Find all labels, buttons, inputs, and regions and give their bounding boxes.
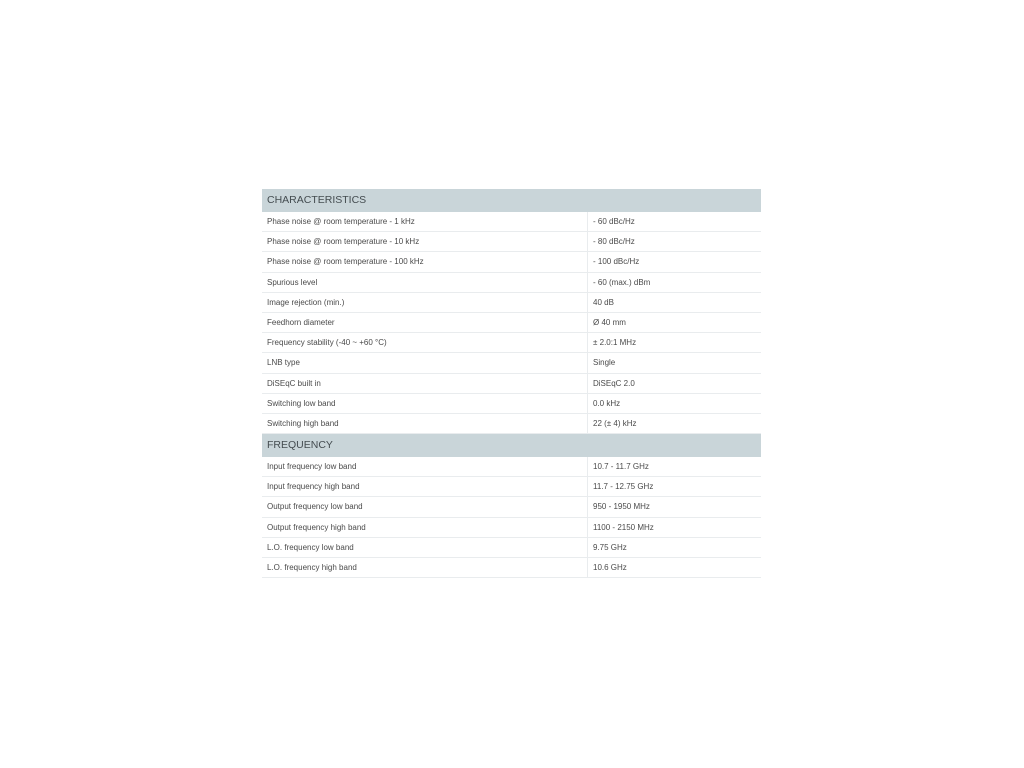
row-label: DiSEqC built in bbox=[262, 374, 588, 393]
row-label: Image rejection (min.) bbox=[262, 293, 588, 312]
row-value: - 100 dBc/Hz bbox=[593, 257, 640, 267]
table-row bbox=[262, 518, 761, 538]
table-row bbox=[262, 497, 761, 517]
row-label: Frequency stability (-40 ~ +60 °C) bbox=[262, 333, 588, 352]
row-value: 22 (± 4) kHz bbox=[593, 418, 637, 428]
spec-table bbox=[262, 189, 761, 578]
row-value: 11.7 - 12.75 GHz bbox=[593, 482, 654, 492]
row-label: Output frequency low band bbox=[262, 497, 588, 516]
section-header-characteristics: CHARACTERISTICS bbox=[262, 189, 761, 212]
row-label: L.O. frequency low band bbox=[262, 538, 588, 557]
row-label: Feedhorn diameter bbox=[262, 313, 588, 332]
table-row bbox=[262, 252, 761, 272]
table-row bbox=[262, 538, 761, 558]
table-row bbox=[262, 394, 761, 414]
table-row bbox=[262, 477, 761, 497]
row-value: - 80 dBc/Hz bbox=[593, 237, 635, 247]
row-value: - 60 dBc/Hz bbox=[593, 217, 635, 226]
table-row bbox=[262, 558, 761, 578]
row-value: 10.6 GHz bbox=[593, 563, 627, 572]
row-label: Spurious level bbox=[262, 273, 588, 292]
table-row bbox=[262, 333, 761, 353]
row-value: 950 - 1950 MHz bbox=[593, 502, 650, 512]
table-row bbox=[262, 353, 761, 373]
row-value: Ø 40 mm bbox=[593, 317, 626, 327]
row-value: 40 dB bbox=[593, 297, 614, 307]
table-row bbox=[262, 414, 761, 434]
table-row bbox=[262, 232, 761, 252]
row-label: Output frequency high band bbox=[262, 518, 588, 537]
table-row bbox=[262, 457, 761, 477]
row-label: Switching low band bbox=[262, 394, 588, 413]
table-row bbox=[262, 374, 761, 394]
row-label: LNB type bbox=[262, 353, 588, 372]
row-value: DiSEqC 2.0 bbox=[593, 378, 635, 388]
table-row bbox=[262, 212, 761, 232]
row-label: L.O. frequency high band bbox=[262, 558, 588, 577]
table-row bbox=[262, 273, 761, 293]
row-value: - 60 (max.) dBm bbox=[593, 277, 651, 287]
row-value: 10.7 - 11.7 GHz bbox=[593, 462, 649, 472]
row-label: Switching high band bbox=[262, 414, 588, 433]
row-value: 1100 - 2150 MHz bbox=[593, 522, 654, 532]
row-value: 9.75 GHz bbox=[593, 542, 627, 552]
row-label: Phase noise @ room temperature - 1 kHz bbox=[262, 212, 588, 231]
row-value: Single bbox=[593, 358, 616, 368]
row-label: Input frequency high band bbox=[262, 477, 588, 496]
table-row bbox=[262, 313, 761, 333]
row-label: Phase noise @ room temperature - 100 kHz bbox=[262, 252, 588, 271]
section-header-frequency: FREQUENCY bbox=[262, 434, 761, 457]
row-value: 0.0 kHz bbox=[593, 398, 621, 408]
row-label: Phase noise @ room temperature - 10 kHz bbox=[262, 232, 588, 251]
row-label: Input frequency low band bbox=[262, 457, 588, 476]
table-row bbox=[262, 293, 761, 313]
row-value: ± 2.0:1 MHz bbox=[593, 338, 637, 348]
